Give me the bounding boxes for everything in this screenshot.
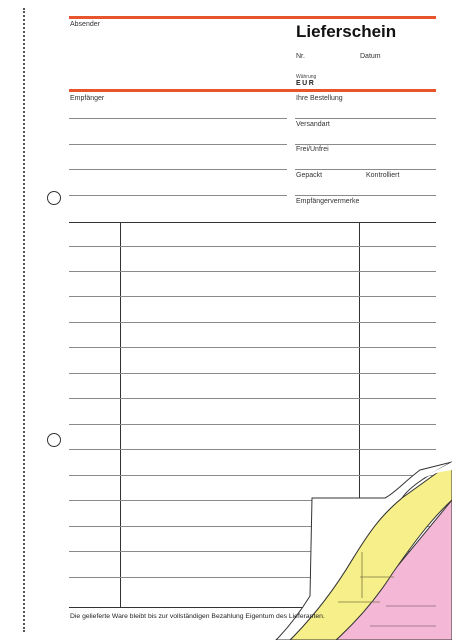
ownership-clause: Die gelieferte Ware bleibt bis zur vollständigen Bezahlung Eigentum des Lieferanten. [70, 613, 325, 620]
number-label: Nr. [296, 53, 305, 60]
packed-label: Gepackt [296, 172, 323, 179]
recipient-notes-label: Empfängervermerke [296, 198, 360, 205]
shipping-method-label: Versandart [296, 121, 330, 128]
currency-value: EUR [296, 80, 316, 87]
recipient-label: Empfänger [70, 95, 105, 102]
sender-label: Absender [70, 21, 100, 28]
currency-caption: Währung [296, 74, 317, 80]
checked-label: Kontrolliert [366, 172, 400, 179]
document-title: Lieferschein [296, 22, 397, 41]
order-label: Ihre Bestellung [296, 95, 343, 102]
freight-label: Frei/Unfrei [296, 146, 329, 153]
date-label: Datum [360, 53, 381, 60]
